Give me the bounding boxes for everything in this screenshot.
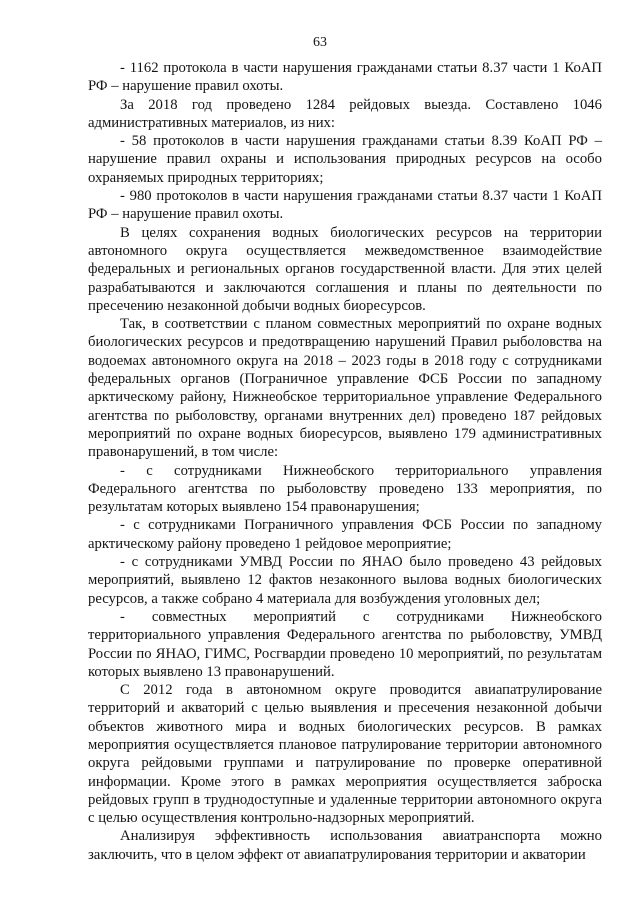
paragraph-58-protocols: - 58 протоколов в части нарушения гражданами статьи 8.39 КоАП РФ – нарушение правил охраны и использования природных ресурсов на особо охраняемых природных территориях; <box>88 133 602 186</box>
paragraph-joint-raids: - совместных мероприятий с сотрудниками Нижнеобского территориального управления Федерального агентства по рыболовству, УМВД России по ЯНАО, ГИМС, Росгвардии проведено 10 мероприятий, по результатам которых выявлено 13 правонарушений. <box>88 608 602 680</box>
paragraph-water-resources: В целях сохранения водных биологических ресурсов на территории автономного округа осуществляется межведомственное взаимодействие федеральных и региональных органов государственной власти. Для этих целей разрабатываются и заключаются соглашения и планы по деятельности по пресечению незаконной добычи водных биоресурсов. <box>88 224 602 314</box>
paragraph-umvd-raids: - с сотрудниками УМВД России по ЯНАО было проведено 43 рейдовых мероприятий, выявлено 12 фактов незаконного вылова водных биологических ресурсов, а также собрано 4 материала для возбуждения уголовных дел; <box>88 554 602 607</box>
body-text <box>88 59 602 864</box>
paragraph-2018-raids: За 2018 год проведено 1284 рейдовых выезда. Составлено 1046 административных материалов, из них: <box>88 96 602 131</box>
paragraph-air-transport-analysis: Анализируя эффективность использования авиатранспорта можно заключить, что в целом эффект от авиапатрулирования территории и акватории <box>88 828 602 863</box>
paragraph-border-service-raids: - с сотрудниками Пограничного управления ФСБ России по западному арктическому району проведено 1 рейдовое мероприятие; <box>88 517 602 552</box>
paragraph-joint-plan: Так, в соответствии с планом совместных мероприятий по охране водных биологических ресурсов и предотвращению нарушений Правил рыболовства на водоемах автономного округа на 2018 – 2023 годы в 2018 году с сотрудниками федеральных органов (Пограничное управление ФСБ России по западному арктическому району, Нижнеобское территориальное управление Федерального агентства по рыболовству, органами внутренних дел) проведено 187 рейдовых мероприятий по охране водных биоресурсов, выявлено 179 административных правонарушений, в том числе: <box>88 316 602 461</box>
paragraph-nizhneobskoe-raids: - с сотрудниками Нижнеобского территориального управления Федерального агентства по рыболовству проведено 133 мероприятия, по результатам которых выявлено 154 правонарушения; <box>88 462 602 516</box>
page-number: 63 <box>313 35 327 50</box>
paragraph-1162-hunting-violations: - 1162 протокола в части нарушения гражданами статьи 8.37 части 1 КоАП РФ – нарушение правил охоты. <box>88 60 602 95</box>
paragraph-air-patrol: С 2012 года в автономном округе проводится авиапатрулирование территорий и акваторий с целью выявления и пресечения незаконной добычи объектов животного мира и водных биологических ресурсов. В рамках мероприятия осуществляется плановое патрулирование территории автономного округа рейдовыми группами и патрулирование по проверке оперативной информации. Кроме этого в рамках мероприятия осуществляется заброска рейдовых групп в труднодоступные и удаленные территории автономного округа с целью осуществления контрольно-надзорных мероприятий. <box>88 682 602 827</box>
paragraph-980-protocols: - 980 протоколов в части нарушения гражданами статьи 8.37 части 1 КоАП РФ – нарушение правил охоты. <box>88 188 602 223</box>
